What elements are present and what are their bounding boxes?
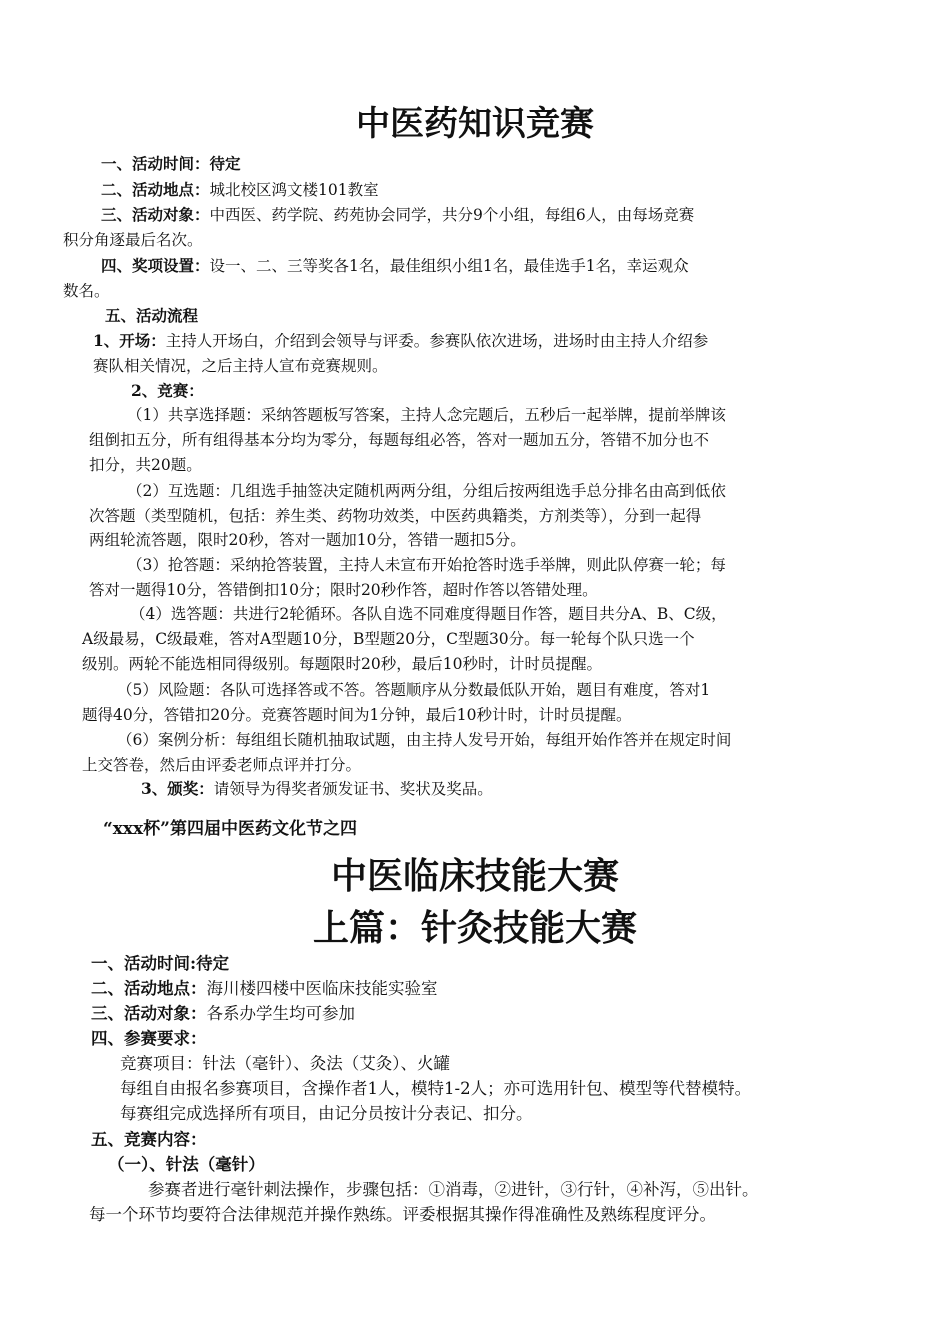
flow-heading: 五、活动流程 [105, 306, 199, 325]
info-award-cont: 数名。 [63, 282, 110, 300]
info-target-cont: 积分角逐最后名次。 [63, 231, 203, 249]
round-2-line-2: 次答题（类型随机，包括：养生类、药物功效类，中医药典籍类，方剂类等），分到一起得 [89, 507, 702, 525]
round-6-line-2: 上交答卷，然后由评委老师点评并打分。 [82, 756, 362, 774]
sub-title: 上篇：针灸技能大赛 [312, 907, 637, 949]
round-3-line-1: （3）抢答题：采纳抢答装置，主持人未宣布开始抢答时选手举牌，则此队停赛一轮；每 [127, 556, 726, 574]
s2-info-time [91, 951, 229, 976]
flow-open [93, 329, 708, 353]
label: 三、活动对象： [91, 1004, 207, 1023]
value: 请领导为得奖者颁发证书、奖状及奖品。 [213, 780, 493, 798]
label: 1、开场： [93, 331, 166, 350]
label: 三、活动对象： [101, 205, 210, 224]
round-1-line-2: 组倒扣五分，所有组得基本分均为零分，每题每组必答，答对一题加五分，答错不加分也不 [89, 431, 710, 449]
label: 二、活动地点： [91, 979, 207, 998]
round-4-line-2: A级最易，C级最难，答对A型题10分，B型题20分，C型题30分。每一轮每个队只选一个 [82, 630, 695, 648]
s2-req-1: 竞赛项目：针法（毫针）、灸法（艾灸）、火罐 [120, 1054, 450, 1073]
round-1-line-3: 扣分，共20题。 [89, 456, 202, 474]
s2-info-target [91, 1001, 355, 1026]
flow-contest: 2、竞赛： [131, 381, 204, 400]
round-5-line-1: （5）风险题：各队可选择答或不答。答题顺序从分数最低队开始，题目有难度，答对1 [117, 681, 711, 699]
value: 中西医、药学院、药苑协会同学，共分9个小组，每组6人，由每场竞赛 [209, 206, 695, 224]
round-5-line-2: 题得40分，答错扣20分。竞赛答题时间为1分钟，最后10秒计时，计时员提醒。 [82, 706, 632, 724]
label: 3、颁奖： [141, 779, 214, 798]
flow-prize [141, 777, 493, 801]
s2-needle-2: 每一个环节均要符合法律规范并操作熟练。评委根据其操作得准确性及熟练程度评分。 [89, 1205, 716, 1224]
info-target [101, 203, 694, 227]
round-2-line-1: （2）互选题：几组选手抽签决定随机两两分组，分组后按两组选手总分排名由高到低依 [127, 482, 726, 500]
value: 各系办学生均可参加 [206, 1004, 355, 1023]
info-award [101, 254, 689, 278]
value: 待定 [196, 954, 230, 973]
round-1-line-1: （1）共享选择题：采纳答题板写答案，主持人念完题后，五秒后一起举牌，提前举牌该 [127, 406, 726, 424]
s2-req-heading: 四、参赛要求： [91, 1029, 207, 1048]
label: 二、活动地点： [101, 180, 210, 199]
cup-line: “xxx杯”第四届中医药文化节之四 [103, 819, 357, 839]
label: 一、活动时间: [91, 954, 197, 973]
value: 海川楼四楼中医临床技能实验室 [206, 979, 438, 998]
s2-content-heading: 五、竞赛内容： [91, 1130, 207, 1149]
value: 待定 [209, 154, 241, 173]
round-4-line-1: （4）选答题：共进行2轮循环。各队自选不同难度得题目作答，题目共分A、B、C级， [130, 605, 727, 623]
round-3-line-2: 答对一题得10分，答错倒扣10分；限时20秒作答，超时作答以答错处理。 [89, 581, 598, 599]
value: 主持人开场白，介绍到会领导与评委。参赛队依次进场，进场时由主持人介绍参 [165, 332, 709, 350]
page-title: 中医药知识竞赛 [356, 104, 594, 144]
label: 四、奖项设置： [101, 256, 210, 275]
flow-open-cont: 赛队相关情况，之后主持人宣布竞赛规则。 [93, 357, 388, 375]
s2-needle-1: 参赛者进行毫针刺法操作，步骤包括：①消毒，②进针，③行针，④补泻，⑤出针。 [148, 1180, 759, 1199]
main-title: 中医临床技能大赛 [330, 855, 619, 897]
s2-info-place [91, 976, 438, 1001]
s2-needle-heading: （一）、针法（毫针） [108, 1155, 265, 1174]
label: 一、活动时间： [101, 154, 210, 173]
s2-req-2: 每组自由报名参赛项目，含操作者1人，模特1-2人；亦可选用针包、模型等代替模特。 [120, 1079, 752, 1098]
round-2-line-3: 两组轮流答题，限时20秒，答对一题加10分，答错一题扣5分。 [89, 531, 526, 549]
s2-req-3: 每赛组完成选择所有项目，由记分员按计分表记、扣分。 [120, 1104, 533, 1123]
round-6-line-1: （6）案例分析：每组组长随机抽取试题，由主持人发号开始，每组开始作答并在规定时间 [117, 731, 732, 749]
info-time [101, 152, 241, 176]
value: 设一、二、三等奖各1名，最佳组织小组1名，最佳选手1名，幸运观众 [209, 257, 689, 275]
info-place [101, 178, 379, 202]
value: 城北校区鸿文楼101教室 [209, 181, 379, 199]
round-4-line-3: 级别。两轮不能选相同得级别。每题限时20秒，最后10秒时，计时员提醒。 [82, 655, 602, 673]
